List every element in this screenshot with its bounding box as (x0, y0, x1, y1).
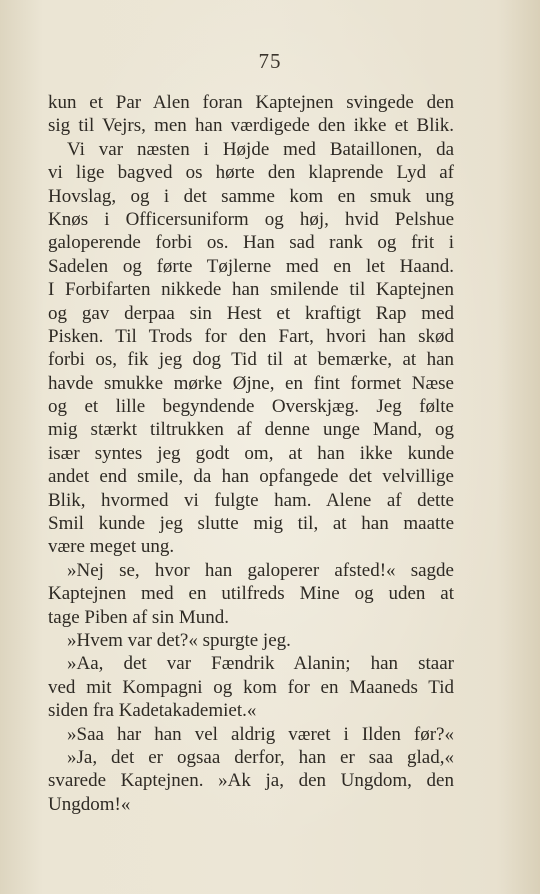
text-line: tage Piben af sin Mund. (48, 606, 230, 628)
page-number: 75 (258, 49, 282, 73)
text-line: galoperende forbi os. Han sad rank og frit i (48, 232, 454, 254)
text-line: vi lige bagved os hørte den klaprende Lyd af (48, 162, 454, 184)
text-line: siden fra Kadetakademiet.« (48, 700, 257, 722)
text-line: I Forbifarten nikkede han smilende til Kaptejnen (48, 279, 454, 301)
text-line: Kaptejnen med en utilfreds Mine og uden at (48, 583, 454, 605)
text-line: Ungdom!« (48, 793, 131, 815)
text-line: være meget ung. (48, 536, 175, 558)
text-line: »Nej se, hvor han galoperer afsted!« sagde (48, 559, 454, 581)
text-line: »Ja, det er ogsaa derfor, han er saa glad,« (48, 746, 454, 768)
text-line: Sadelen og førte Tøjlerne med en let Haand. (48, 255, 454, 277)
text-line: ved mit Kompagni og kom for en Maaneds Tid (48, 676, 454, 698)
text-line: forbi os, fik jeg dog Tid til at bemærke, at han (48, 349, 454, 371)
text-line: Hovslag, og i det samme kom en smuk ung (48, 185, 454, 207)
text-line: Smil kunde jeg slutte mig til, at han maatte (48, 513, 454, 535)
text-line: især syntes jeg godt om, at han ikke kunde (48, 442, 454, 464)
body-text (48, 91, 454, 816)
text-line: havde smukke mørke Øjne, en fint formet Næse (48, 372, 454, 394)
text-line: Knøs i Officersuniform og høj, hvid Pelshue (48, 208, 454, 230)
text-line: Blik, hvormed vi fulgte ham. Alene af dette (48, 489, 454, 511)
text-line: andet end smile, da han opfangede det velvillige (48, 466, 454, 488)
text-line: sig til Vejrs, men han værdigede den ikke et Blik. (48, 115, 454, 137)
text-line: og et lille begyndende Overskjæg. Jeg følte (48, 396, 454, 418)
text-line: »Hvem var det?« spurgte jeg. (48, 629, 291, 651)
text-line: Vi var næsten i Højde med Bataillonen, da (48, 138, 454, 160)
text-line: og gav derpaa sin Hest et kraftigt Rap med (48, 302, 454, 324)
text-line: »Saa har han vel aldrig været i Ilden før?« (48, 723, 454, 745)
text-line: Pisken. Til Trods for den Fart, hvori han skød (48, 325, 454, 347)
text-line: svarede Kaptejnen. »Ak ja, den Ungdom, den (48, 770, 454, 792)
text-line: kun et Par Alen foran Kaptejnen svingede den (48, 92, 454, 113)
text-line: mig stærkt tiltrukken af denne unge Mand, og (48, 419, 454, 441)
text-line: »Aa, det var Fændrik Alanin; han staar (48, 653, 454, 675)
